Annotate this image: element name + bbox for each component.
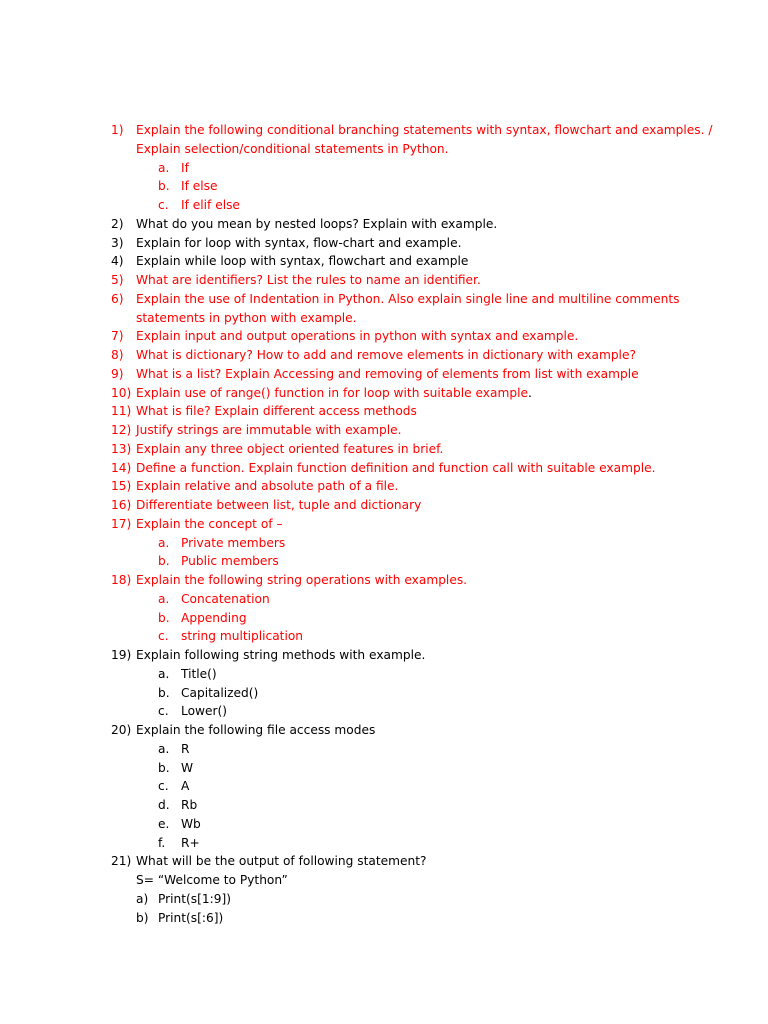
item-number: 7): [111, 329, 124, 344]
item-text-main: Explain following string methods with example.: [136, 648, 426, 662]
question-item: [0, 421, 768, 440]
sub-item: [0, 196, 768, 215]
item-text-main: Explain for loop with syntax, flow-chart and example.: [136, 235, 462, 250]
item-text-main: Explain the use of Indentation in Python. Also explain single line and multiline comments: [136, 291, 680, 306]
item-text-main: What do you mean by nested loops? Explain with example.: [136, 216, 498, 231]
item-number: 21): [111, 854, 132, 869]
item-number: 11): [111, 404, 132, 419]
item-number: 5): [111, 273, 124, 287]
item-text-main: Explain while loop with syntax, flowchart and example: [136, 254, 469, 269]
question-item: [0, 402, 768, 421]
item-text: [136, 496, 421, 515]
question-item: [0, 571, 768, 590]
item-text: [136, 384, 532, 403]
sub-item: [0, 890, 768, 909]
item-text-main: What is a list? Explain Accessing and removing of elements from list with example: [136, 366, 639, 381]
item-text: [181, 159, 189, 178]
sub-item: [0, 684, 768, 703]
item-text-main: If elif else: [181, 198, 240, 212]
item-number: 13): [111, 441, 132, 456]
question-item: [0, 215, 768, 234]
item-text-main: R+: [181, 835, 200, 850]
item-text: [136, 140, 449, 159]
item-text: [181, 196, 240, 215]
item-number: 9): [111, 366, 124, 381]
item-number: a.: [158, 535, 170, 550]
sub-item: [0, 777, 768, 796]
item-number: d.: [158, 798, 170, 812]
item-number: b): [136, 910, 149, 925]
item-number: b.: [158, 760, 170, 775]
sub-item: [0, 740, 768, 759]
item-text-main: Explain any three object oriented features in brief.: [136, 441, 444, 456]
sub-item: [0, 759, 768, 778]
sub-item: [0, 665, 768, 684]
sub-item: [0, 815, 768, 834]
continuation-line: [0, 309, 768, 328]
item-text: [136, 459, 655, 478]
item-text: [181, 590, 270, 609]
item-number: a.: [158, 666, 170, 681]
item-number: 17): [111, 516, 132, 531]
question-list: [0, 121, 768, 927]
sub-item: [0, 552, 768, 571]
item-text-main: Explain the concept of –: [136, 516, 283, 531]
question-item: [0, 234, 768, 253]
item-number: 12): [111, 423, 132, 437]
item-text-main: Explain input and output operations in python with syntax and example.: [136, 329, 579, 344]
item-number: 18): [111, 573, 132, 587]
item-text: [181, 552, 279, 571]
item-text: [158, 909, 223, 928]
item-text-main: Capitalized(): [181, 685, 259, 700]
item-text: [181, 759, 193, 778]
sub-item: [0, 627, 768, 646]
item-text-main: Print(s[:6]): [158, 910, 224, 925]
item-text-main: statements in python with example.: [136, 310, 357, 325]
question-item: [0, 852, 768, 871]
item-text: [158, 890, 231, 909]
item-text: [181, 177, 218, 196]
question-item: [0, 346, 768, 365]
item-number: 15): [111, 479, 132, 494]
item-text: [181, 665, 217, 684]
item-number: b.: [158, 610, 170, 625]
question-item: [0, 515, 768, 534]
item-text-main: What are identifiers? List the rules to name an identifier.: [136, 273, 481, 287]
item-number: c.: [158, 198, 169, 212]
question-item: [0, 440, 768, 459]
item-text: [136, 365, 639, 384]
item-text-main: Rb: [181, 798, 198, 812]
continuation-line: [0, 871, 768, 890]
item-text: [136, 477, 398, 496]
question-item: [0, 459, 768, 478]
question-item: [0, 646, 768, 665]
item-number: c.: [158, 629, 169, 644]
item-text: [136, 871, 288, 890]
item-text: [181, 684, 258, 703]
item-text: [136, 440, 443, 459]
item-text: [136, 215, 497, 234]
item-text: [136, 121, 713, 140]
item-number: c.: [158, 704, 169, 719]
item-text: [181, 702, 227, 721]
sub-item: [0, 534, 768, 553]
item-text: [181, 534, 285, 553]
item-text-main: Justify strings are immutable with example.: [136, 423, 402, 437]
item-text-main: What is file? Explain different access methods: [136, 404, 417, 419]
item-text-main: W: [181, 760, 194, 775]
question-item: [0, 496, 768, 515]
item-text-main: Explain the following string operations with examples.: [136, 573, 468, 587]
item-number: a.: [158, 160, 170, 175]
question-item: [0, 384, 768, 403]
item-text: [181, 815, 201, 834]
item-text: [136, 252, 468, 271]
item-text-main: Concatenation: [181, 591, 270, 606]
item-number: b.: [158, 179, 170, 194]
item-number: 1): [111, 123, 124, 137]
item-number: e.: [158, 816, 170, 831]
item-text: [136, 346, 636, 365]
item-text-main: string multiplication: [181, 629, 304, 644]
item-text: [181, 834, 200, 853]
item-text-main: Private members: [181, 535, 286, 550]
item-text: [181, 740, 189, 759]
item-text-main: Appending: [181, 610, 247, 625]
sub-item: [0, 834, 768, 853]
item-number: 14): [111, 460, 132, 475]
item-text: [136, 721, 375, 740]
sub-item: [0, 609, 768, 628]
item-text: [136, 290, 680, 309]
item-text: [136, 515, 283, 534]
item-text-main: A: [181, 779, 190, 794]
item-number: 10): [111, 385, 132, 400]
question-item: [0, 252, 768, 271]
item-number: 8): [111, 348, 124, 362]
item-text-main: Lower(): [181, 704, 228, 719]
item-text-main: Wb: [181, 816, 201, 831]
item-number: b.: [158, 554, 170, 569]
item-number: a.: [158, 741, 170, 756]
item-text-main: Explain the following file access modes: [136, 723, 376, 737]
item-text: [136, 571, 467, 590]
item-text: [136, 234, 461, 253]
item-text-main: What will be the output of following statement?: [136, 854, 427, 869]
item-number: 20): [111, 723, 132, 737]
question-item: [0, 365, 768, 384]
item-text-main: If else: [181, 179, 218, 194]
sub-item: [0, 590, 768, 609]
item-number: 3): [111, 235, 124, 250]
item-text: [136, 402, 417, 421]
item-text-main: Title(): [181, 666, 217, 681]
item-text-main: Print(s[1:9]): [158, 891, 232, 906]
question-item: [0, 477, 768, 496]
item-text-main: Explain use of range() function in for loop with suitable example: [136, 385, 528, 400]
question-item: [0, 327, 768, 346]
item-text-main: Explain the following conditional branching statements with syntax, flowchart and examples. /: [136, 123, 713, 137]
item-number: a): [136, 891, 149, 906]
item-text: [136, 327, 578, 346]
item-number: c.: [158, 779, 169, 794]
item-text: [181, 627, 303, 646]
item-text: [181, 777, 189, 796]
item-number: 2): [111, 216, 124, 231]
item-text-suffix: .: [527, 385, 532, 400]
item-number: b.: [158, 685, 170, 700]
item-text-main: Public members: [181, 554, 279, 569]
item-number: 6): [111, 291, 124, 306]
sub-item: [0, 796, 768, 815]
question-item: [0, 290, 768, 309]
item-text-main: If: [181, 160, 189, 175]
item-text: [136, 646, 425, 665]
sub-item: [0, 909, 768, 928]
continuation-line: [0, 140, 768, 159]
sub-item: [0, 159, 768, 178]
item-number: f.: [158, 835, 166, 850]
item-text: [136, 271, 481, 290]
question-item: [0, 271, 768, 290]
item-text-main: Define a function. Explain function definition and function call with suitable example.: [136, 460, 656, 475]
sub-item: [0, 177, 768, 196]
item-text: [181, 609, 247, 628]
sub-item: [0, 702, 768, 721]
item-text-main: What is dictionary? How to add and remove elements in dictionary with example?: [136, 348, 636, 362]
item-number: 19): [111, 648, 132, 662]
item-text-main: S= “Welcome to Python”: [136, 873, 288, 887]
item-text: [136, 309, 357, 328]
question-item: [0, 721, 768, 740]
item-text: [181, 796, 197, 815]
item-text-main: Differentiate between list, tuple and dictionary: [136, 498, 422, 512]
item-number: a.: [158, 591, 170, 606]
item-text: [136, 421, 401, 440]
item-number: 16): [111, 498, 132, 512]
item-text-main: R: [181, 741, 190, 756]
question-item: [0, 121, 768, 140]
item-number: 4): [111, 254, 124, 269]
item-text-main: Explain selection/conditional statements in Python.: [136, 141, 449, 156]
item-text-main: Explain relative and absolute path of a file.: [136, 479, 399, 494]
item-text: [136, 852, 426, 871]
